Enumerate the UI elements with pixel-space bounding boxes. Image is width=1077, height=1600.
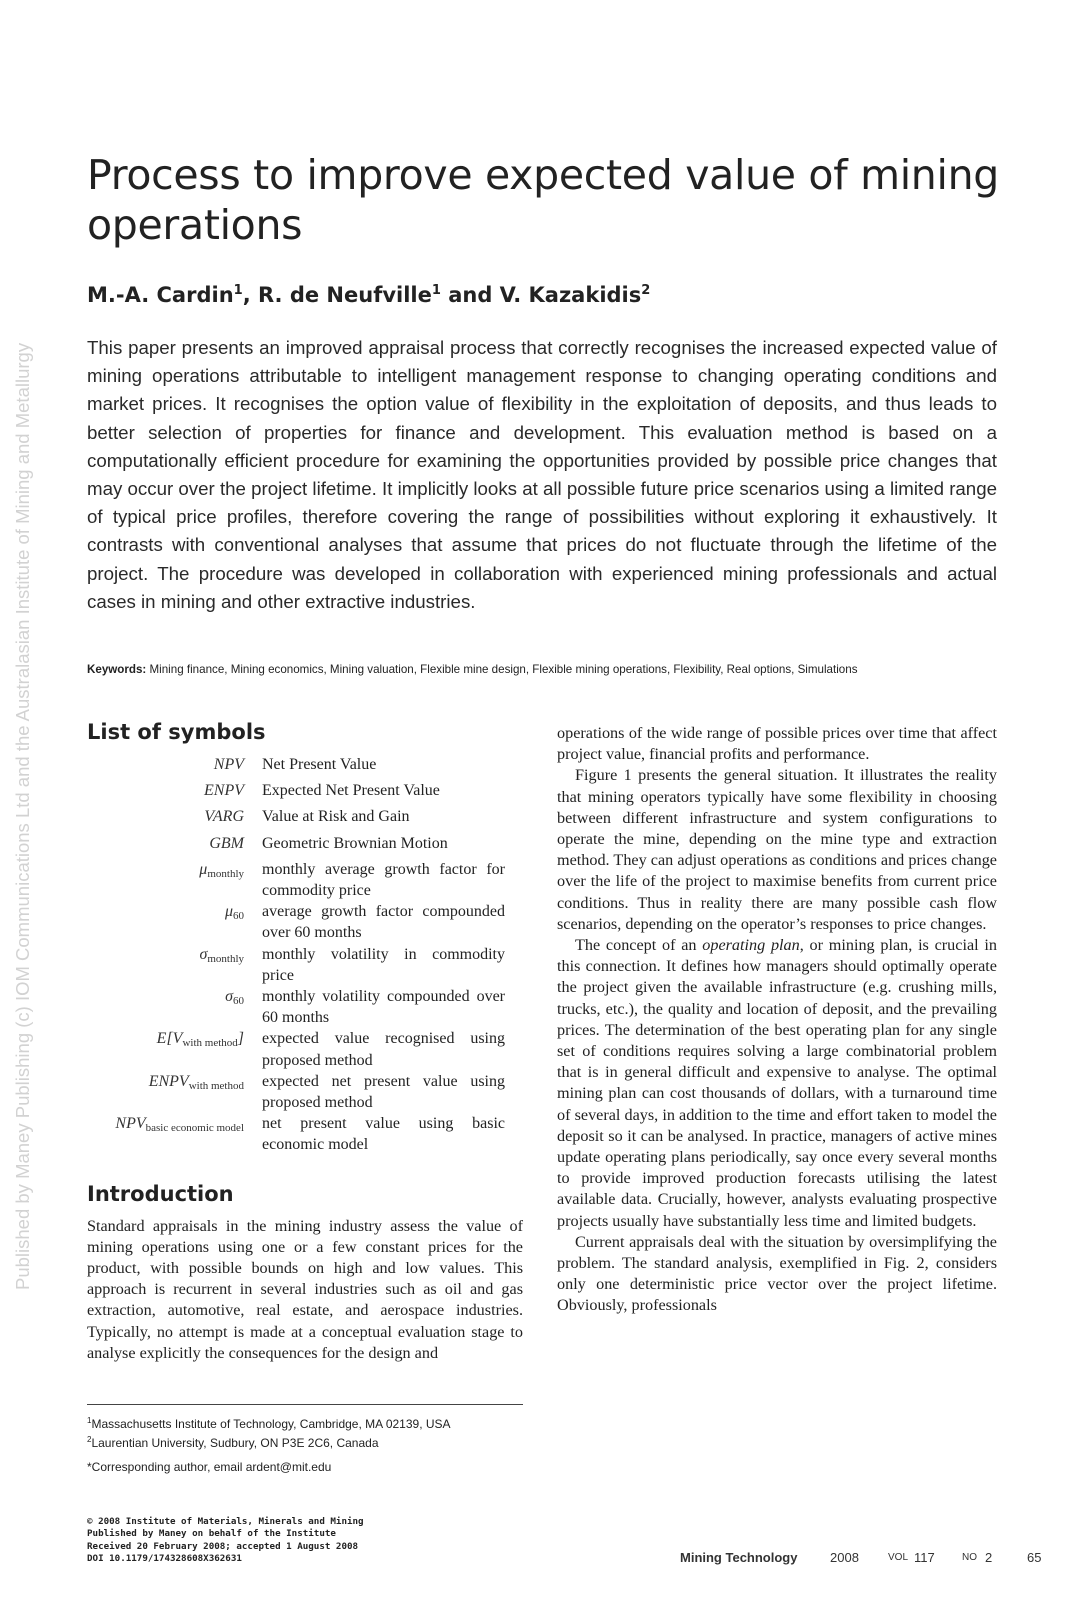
issue-number: 2 [985, 1550, 993, 1565]
footnote-marker: 2 [87, 1435, 92, 1444]
symbol-letter: μ [199, 860, 208, 878]
symbol-list [87, 754, 523, 1156]
keywords-list: Mining finance, Mining economics, Mining valuation, Flexible mine design, Flexible mining operations, Flexibility, Real options, Simulations [146, 663, 858, 676]
symbol-row [87, 1071, 523, 1113]
body-paragraph: Figure 1 presents the general situation. It illustrates the reality that mining operators typically have some flexibility in choosing between different infrastructure and system configurations to operate the mine, depending on the mine type and extraction method. They can adjust operations as conditions and prices change over the life of the project to maximise benefits from current price conditions. Thus in reality there are many possible cash flow scenarios, depending on the operator’s responses to price changes. [557, 766, 997, 933]
symbol-suffix: ] [237, 1030, 244, 1048]
body-paragraph [557, 935, 997, 1232]
publisher-line: Published by Maney on behalf of the Institute [87, 1528, 336, 1540]
symbol-definition: monthly average growth factor for commodity price [262, 860, 505, 900]
keywords-label: Keywords: [87, 663, 147, 676]
symbol-definition: net present value using basic economic model [262, 1115, 505, 1154]
journal-footer [680, 1550, 1060, 1570]
symbol-subscript: monthly [207, 952, 244, 965]
corresponding-author: *Corresponding author, email ardent@mit.edu [87, 1460, 332, 1474]
symbol-row [87, 944, 523, 986]
body-paragraph: Current appraisals deal with the situation by oversimplifying the problem. The standard analysis, exemplified in Fig. 2, considers only one deterministic price vector over the project lifetime. Obviously, professionals [557, 1232, 997, 1315]
symbol-subscript: with method [188, 1079, 244, 1092]
footnote-text: Laurentian University, Sudbury, ON P3E 2C6, Canada [91, 1436, 379, 1450]
left-column [87, 720, 523, 1364]
symbol-subscript: monthly [207, 867, 244, 880]
symbol-subscript: basic economic model [145, 1122, 244, 1135]
symbol-letter: σ [225, 988, 233, 1006]
journal-year: 2008 [830, 1550, 859, 1565]
symbol-definition: Expected Net Present Value [262, 782, 440, 800]
symbol-letter: NPV [115, 1115, 146, 1133]
symbol-letter: E[V [156, 1030, 183, 1048]
symbol-notation [87, 986, 262, 1028]
symbol-definition: expected value recognised using proposed method [262, 1030, 505, 1069]
symbol-row [87, 986, 523, 1028]
symbol-letter: σ [199, 945, 208, 963]
right-column [557, 723, 997, 1317]
symbol-definition: Geometric Brownian Motion [262, 834, 448, 852]
author-name: , R. de Neufville [242, 283, 432, 307]
symbol-letter: VARG [204, 808, 244, 826]
footnotes [87, 1404, 523, 1475]
symbol-subscript: with method [182, 1037, 238, 1050]
copyright-block [87, 1516, 527, 1565]
publisher-watermark: Published by Maney Publishing (c) IOM Communications Ltd and the Australasian Institute of Mining and Metallurgy [12, 342, 33, 1290]
author-name: and V. Kazakidis [440, 283, 642, 307]
symbol-notation [87, 754, 262, 780]
symbol-definition: Value at Risk and Gain [262, 808, 410, 826]
introduction-heading: Introduction [87, 1181, 234, 1206]
volume-label: VOL [888, 1552, 909, 1563]
introduction-paragraph: Standard appraisals in the mining industry assess the value of mining operations using one or a few constant prices for the product, with possible bounds on high and low values. This approach is recurrent in several industries such as oil and gas extraction, automotive, real estate, and aerospace industries. Typically, no attempt is made at a conceptual evaluation stage to analyse explicitly the consequences for the design and [87, 1216, 523, 1362]
issue-label: NO [962, 1552, 977, 1563]
symbol-notation [87, 859, 262, 901]
symbol-row [87, 901, 523, 943]
symbol-definition: monthly volatility compounded over 60 months [262, 988, 505, 1027]
affiliation-marker: 1 [233, 283, 243, 298]
received-line: Received 20 February 2008; accepted 1 August 2008 [87, 1540, 359, 1552]
symbol-letter: μ [224, 903, 233, 921]
symbol-subscript: 60 [233, 910, 244, 923]
text-run: , or mining plan, is crucial in this connection. It defines how managers should optimally operate the project given the available infrastructure (e.g. crushing mills, trucks, etc.), the quality and location of deposit, and the prevailing prices. The determination of the best operating plan for any single set of conditions requires solving a large combinatorial problem that is in general difficult and expensive to analyse. The optimal mining plan can cost thousands of dollars, with a turnaround time of several days, in addition to the time and effort taken to model the deposit so it can be analysed. In practice, managers of active mines update operating plans periodically, say once every several months to provide improved production forecasts utilising the latest available data. Crucially, however, analysts evaluating prospective projects usually have substantially less time and limited budgets. [557, 936, 997, 1230]
symbol-definition: expected net present value using proposed method [262, 1072, 505, 1112]
author-name: M.-A. Cardin [87, 283, 234, 307]
emphasis-text: operating plan [702, 936, 800, 955]
symbol-subscript: 60 [233, 995, 244, 1008]
symbol-letter: NPV [213, 756, 244, 773]
symbol-definition: monthly volatility in commodity price [262, 945, 505, 984]
affiliation-marker: 1 [431, 283, 441, 298]
symbol-row [87, 806, 523, 832]
volume-number: 117 [914, 1550, 935, 1565]
symbol-notation [87, 1071, 262, 1113]
symbol-letter: ENPV [148, 1072, 189, 1090]
text-run: The concept of an [575, 936, 703, 955]
paper-title: Process to improve expected value of mining operations [87, 151, 999, 249]
footnote-marker: 1 [87, 1416, 92, 1425]
author-line [87, 283, 650, 307]
symbol-row [87, 754, 523, 780]
symbol-row [87, 859, 523, 901]
symbol-notation [87, 806, 262, 832]
symbol-row [87, 780, 523, 806]
symbol-row [87, 1113, 523, 1155]
symbol-letter: ENPV [204, 782, 244, 800]
journal-name: Mining Technology [680, 1550, 798, 1565]
symbol-notation [87, 780, 262, 806]
symbol-notation [87, 901, 262, 943]
symbol-row [87, 1028, 523, 1070]
keywords [87, 663, 1017, 676]
footnote-affiliation-1 [87, 1413, 523, 1432]
body-paragraph: operations of the wide range of possible prices over time that affect project value, financial profits and performance. [557, 724, 997, 764]
symbols-heading: List of symbols [87, 720, 266, 744]
symbol-notation [87, 833, 262, 859]
symbol-notation [87, 944, 262, 986]
symbol-definition: average growth factor compounded over 60 months [262, 903, 505, 942]
symbol-notation [87, 1028, 262, 1070]
footnote-text: Massachusetts Institute of Technology, Cambridge, MA 02139, USA [91, 1417, 451, 1431]
doi-line: DOI 10.1179/174328608X362631 [87, 1552, 242, 1564]
symbol-row [87, 833, 523, 859]
symbol-letter: GBM [209, 834, 244, 852]
abstract: This paper presents an improved appraisal process that correctly recognises the increased expected value of mining operations attributable to intelligent management response to changing operating conditions and market prices. It recognises the option value of flexibility in the exploitation of deposits, and thus leads to better selection of properties for finance and development. This evaluation method is based on a computationally efficient procedure for examining the opportunities provided by possible price changes that may occur over the project lifetime. It implicitly looks at all possible future price scenarios using a limited range of typical price profiles, therefore covering the range of possibilities without exploring it exhaustively. It contrasts with conventional analyses that assume that prices do not fluctuate through the lifetime of the project. The procedure was developed in collaboration with experienced mining professionals and actual cases in mining and other extractive industries. [87, 337, 997, 612]
affiliation-marker: 2 [641, 283, 651, 298]
page-number: 65 [1027, 1550, 1042, 1565]
footnote-affiliation-2 [87, 1432, 523, 1451]
symbol-notation [87, 1113, 262, 1155]
copyright-line: © 2008 Institute of Materials, Minerals and Mining [87, 1516, 364, 1527]
symbol-definition: Net Present Value [262, 756, 377, 773]
